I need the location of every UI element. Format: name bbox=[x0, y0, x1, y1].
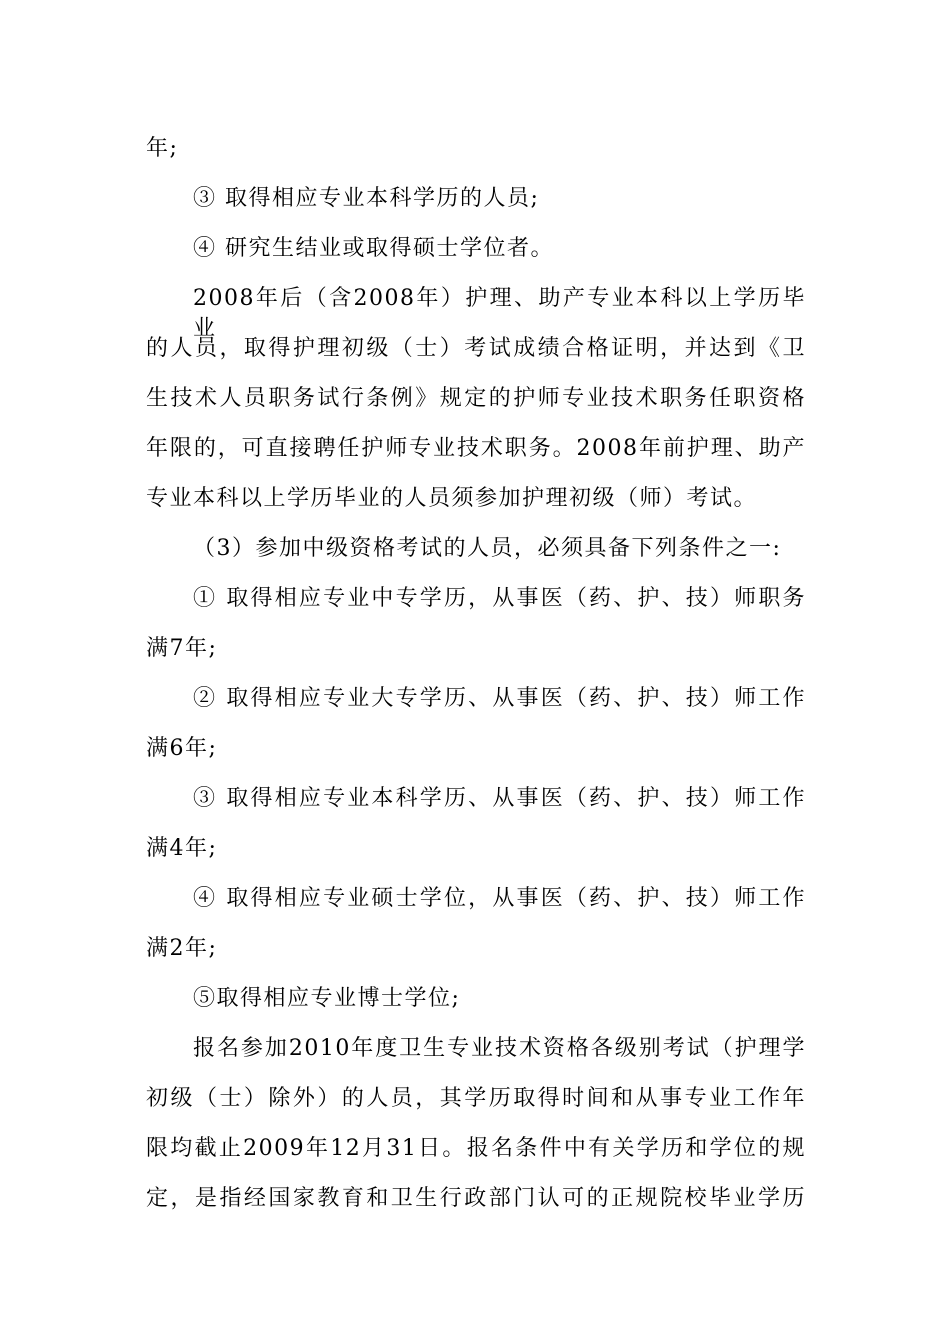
text-line-14: ③ 取得相应专业本科学历、从事医（药、护、技）师工作 bbox=[193, 786, 806, 811]
text-line-3: ④ 研究生结业或取得硕士学位者。 bbox=[193, 236, 554, 261]
text-line-6: 生技术人员职务试行条例》规定的护师专业技术职务任职资格 bbox=[146, 386, 806, 411]
text-line-22: 定，是指经国家教育和卫生行政部门认可的正规院校毕业学历 bbox=[146, 1186, 806, 1211]
text-line-4: 2008年后（含2008年）护理、助产专业本科以上学历毕业 bbox=[193, 286, 806, 341]
text-line-12: ② 取得相应专业大专学历、从事医（药、护、技）师工作 bbox=[193, 686, 806, 711]
text-line-2: ③ 取得相应专业本科学历的人员; bbox=[193, 186, 540, 211]
text-line-15: 满4年; bbox=[146, 836, 218, 861]
text-line-5: 的人员，取得护理初级（士）考试成绩合格证明，并达到《卫 bbox=[146, 336, 806, 361]
text-line-17: 满2年; bbox=[146, 936, 218, 961]
text-line-19: 报名参加2010年度卫生专业技术资格各级别考试（护理学 bbox=[193, 1036, 806, 1061]
text-line-1: 年; bbox=[146, 136, 179, 161]
text-line-18: ⑤取得相应专业博士学位; bbox=[193, 986, 461, 1011]
text-line-11: 满7年; bbox=[146, 636, 218, 661]
text-line-21: 限均截止2009年12月31日。报名条件中有关学历和学位的规 bbox=[146, 1136, 806, 1161]
text-line-20: 初级（士）除外）的人员，其学历取得时间和从事专业工作年 bbox=[146, 1086, 806, 1111]
text-line-13: 满6年; bbox=[146, 736, 218, 761]
text-line-7: 年限的，可直接聘任护师专业技术职务。2008年前护理、助产 bbox=[146, 436, 806, 461]
text-line-9: （3）参加中级资格考试的人员，必须具备下列条件之一: bbox=[193, 536, 782, 561]
text-line-10: ① 取得相应专业中专学历，从事医（药、护、技）师职务 bbox=[193, 586, 806, 611]
text-line-8: 专业本科以上学历毕业的人员须参加护理初级（师）考试。 bbox=[146, 486, 758, 511]
text-line-16: ④ 取得相应专业硕士学位，从事医（药、护、技）师工作 bbox=[193, 886, 806, 911]
